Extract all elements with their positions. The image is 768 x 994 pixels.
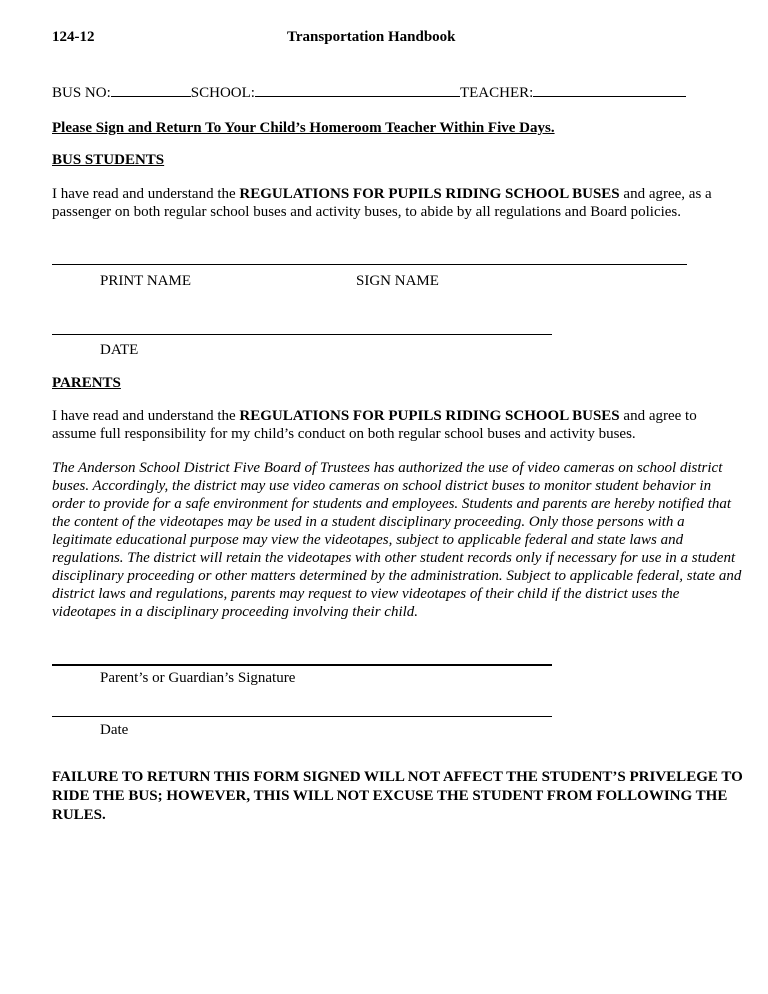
student-date-label: DATE [100, 342, 139, 358]
teacher-field[interactable] [533, 82, 686, 97]
bus-students-regulations: REGULATIONS FOR PUPILS RIDING SCHOOL BUSES [239, 186, 620, 202]
video-camera-notice: The Anderson School District Five Board of Trustees has authorized the use of video cameras on school district buses. Accordingly, the district may use video cameras on school district buses to monitor student behavior in order to provide for a safe environment for students and employees. Students and parents are hereby notified that the content of the videotapes may be used in a student disciplinary proceeding. Only those persons with a legitimate educational purpose may view the videotapes, subject to applicable federal and state laws and regulations. The district will retain the videotapes with other student records only if necessary for use in a student disciplinary proceeding or other matters determined by the administration. Subject to applicable federal, state and district laws and regulations, parents may request to view videotapes of their child if the district uses the videotapes in a disciplinary proceeding involving their child. [52, 460, 742, 620]
bus-info-line [52, 82, 686, 102]
teacher-label: TEACHER: [459, 85, 534, 101]
return-instruction: Please Sign and Return To Your Child’s Homeroom Teacher Within Five Days. [52, 120, 555, 136]
parent-signature-label: Parent’s or Guardian’s Signature [100, 670, 296, 686]
school-label: SCHOOL: [190, 85, 255, 101]
print-name-label: PRINT NAME [100, 273, 191, 289]
parent-signature-line[interactable] [52, 664, 552, 666]
student-name-signature-line[interactable] [52, 264, 687, 265]
bus-students-text-end: and agree, as a passenger on both regular school buses and activity buses, to abide by all regulations and Board policies. [52, 186, 712, 220]
bus-students-agreement [52, 185, 742, 221]
document-title: Transportation Handbook [287, 29, 456, 45]
parents-agreement [52, 407, 742, 443]
parent-date-line[interactable] [52, 716, 552, 717]
bus-no-label: BUS NO: [52, 85, 111, 101]
parents-text-start: I have read and understand the [52, 408, 240, 424]
bus-no-field[interactable] [111, 82, 191, 97]
failure-notice: FAILURE TO RETURN THIS FORM SIGNED WILL NOT AFFECT THE STUDENT’S PRIVELEGE TO RIDE THE BUS; HOWEVER, THIS WILL NOT EXCUSE THE STUDENT FROM FOLLOWING THE RULES. [52, 769, 743, 823]
parent-date-label: Date [100, 722, 129, 738]
parents-text-end: and agree to assume full responsibility for my child’s conduct on both regular school buses and activity buses. [52, 408, 697, 442]
bus-students-heading: BUS STUDENTS [52, 152, 165, 168]
sign-name-label: SIGN NAME [356, 273, 439, 289]
school-field[interactable] [255, 82, 460, 97]
parents-heading: PARENTS [52, 375, 121, 391]
bus-students-text-start: I have read and understand the [52, 186, 240, 202]
parents-regulations: REGULATIONS FOR PUPILS RIDING SCHOOL BUSES [239, 408, 620, 424]
document-code: 124-12 [52, 29, 95, 45]
student-date-line[interactable] [52, 334, 552, 335]
